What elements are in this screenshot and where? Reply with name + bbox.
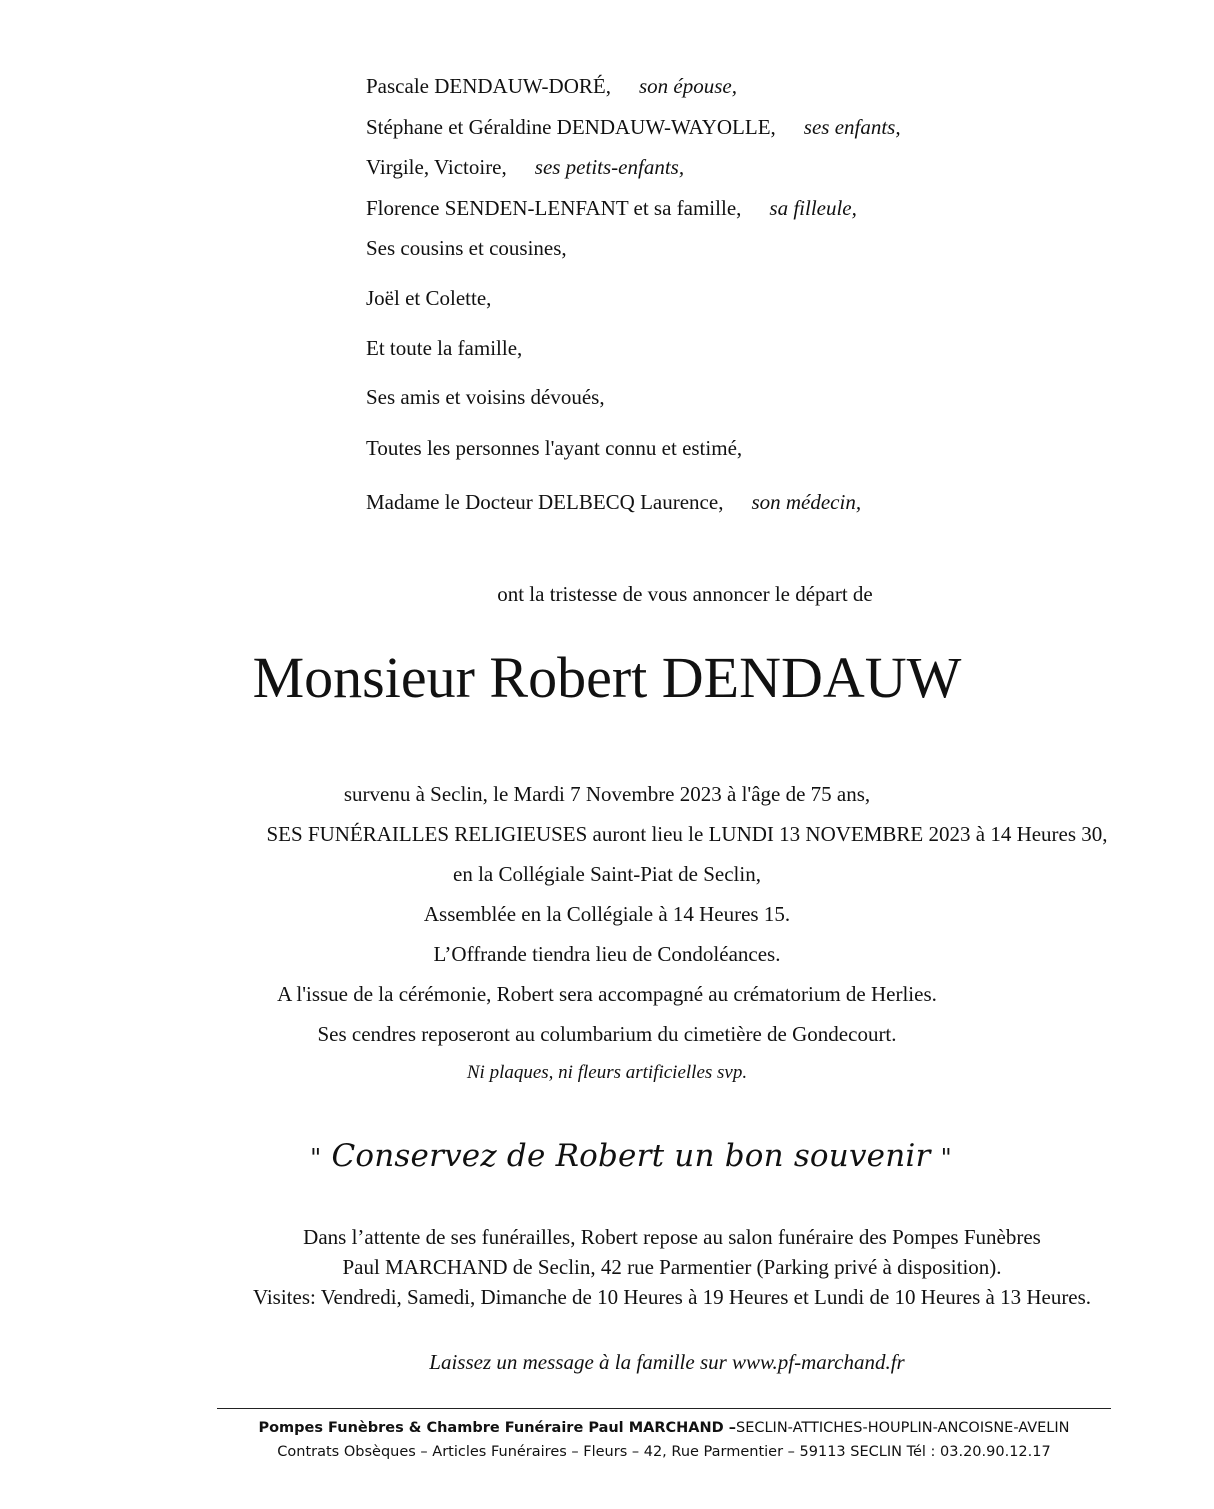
family-row <box>366 113 901 141</box>
family-member-name: Toutes les personnes l'ayant connu et estimé, <box>366 436 743 460</box>
footer-contact: Contrats Obsèques – Articles Funéraires – Fleurs – 42, Rue Parmentier – 59113 SECLIN Tél : 03.20.90.12.17 <box>277 1444 1051 1460</box>
salon-info <box>0 1222 1214 1312</box>
assembly-line: Assemblée en la Collégiale à 14 Heures 15. <box>423 902 791 926</box>
memorial-quote <box>24 1136 1214 1178</box>
announcement-text: ont la tristesse de vous annoncer le départ de <box>497 582 873 606</box>
salon-line: Dans l’attente de ses funérailles, Robert repose au salon funéraire des Pompes Funèbres <box>303 1225 1041 1249</box>
family-member-role: son épouse, <box>638 74 737 98</box>
crematorium-line: A l'issue de la cérémonie, Robert sera accompagné au crématorium de Herlies. <box>277 982 937 1006</box>
footer-company-line <box>0 1416 1214 1440</box>
family-member-name: Virgile, Victoire, <box>366 155 507 179</box>
family-member-name: Madame le Docteur DELBECQ Laurence, <box>366 490 724 514</box>
family-row <box>366 383 605 411</box>
quote-close-mark: " <box>940 1144 952 1172</box>
family-member-name: Ses cousins et cousines, <box>366 236 567 260</box>
ashes-line: Ses cendres reposeront au columbarium du cimetière de Gondecourt. <box>317 1022 897 1046</box>
family-row <box>366 72 737 100</box>
family-member-role: sa filleule, <box>769 196 857 220</box>
footer-company: Pompes Funèbres & Chambre Funéraire Paul MARCHAND – <box>258 1420 736 1436</box>
family-row <box>366 194 857 222</box>
death-line: survenu à Seclin, le Mardi 7 Novembre 2023 à l'âge de 75 ans, <box>343 782 871 806</box>
family-row <box>366 488 861 516</box>
family-member-role: ses petits-enfants, <box>534 155 685 179</box>
family-member-name: Pascale DENDAUW-DORÉ, <box>366 74 611 98</box>
family-row <box>366 153 684 181</box>
deceased-name: Monsieur Robert DENDAUW <box>252 645 962 710</box>
family-row <box>366 284 491 312</box>
salon-line: Paul MARCHAND de Seclin, 42 rue Parmentier (Parking privé à disposition). <box>342 1255 1002 1279</box>
offering-line: L’Offrande tiendra lieu de Condoléances. <box>433 942 781 966</box>
family-row <box>366 234 567 262</box>
family-member-name: Et toute la famille, <box>366 336 523 360</box>
family-member-name: Ses amis et voisins dévoués, <box>366 385 605 409</box>
family-member-name: Florence SENDEN-LENFANT et sa famille, <box>366 196 742 220</box>
flowers-note: Ni plaques, ni fleurs artificielles svp. <box>466 1062 748 1083</box>
quote-open-mark: " <box>310 1144 322 1172</box>
family-member-role: son médecin, <box>751 490 862 514</box>
funeral-line: SES FUNÉRAILLES RELIGIEUSES auront lieu le LUNDI 13 NOVEMBRE 2023 à 14 Heures 30, <box>266 822 1108 846</box>
footer-divider <box>217 1408 1111 1409</box>
family-row <box>366 334 522 362</box>
quote-text: Conservez de Robert un bon souvenir <box>331 1138 931 1174</box>
visits-line: Visites: Vendredi, Samedi, Dimanche de 10 Heures à 19 Heures et Lundi de 10 Heures à 13 Heures. <box>252 1285 1092 1309</box>
message-invite: Laissez un message à la famille sur www.pf-marchand.fr <box>429 1350 905 1374</box>
family-row <box>366 434 742 462</box>
place-line: en la Collégiale Saint-Piat de Seclin, <box>453 862 761 886</box>
family-member-role: ses enfants, <box>803 115 901 139</box>
funeral-details <box>0 780 1214 1086</box>
family-member-name: Stéphane et Géraldine DENDAUW-WAYOLLE, <box>366 115 776 139</box>
footer <box>0 1416 1214 1464</box>
footer-locations: SECLIN-ATTICHES-HOUPLIN-ANCOISNE-AVELIN <box>735 1420 1070 1436</box>
family-member-name: Joël et Colette, <box>366 286 492 310</box>
